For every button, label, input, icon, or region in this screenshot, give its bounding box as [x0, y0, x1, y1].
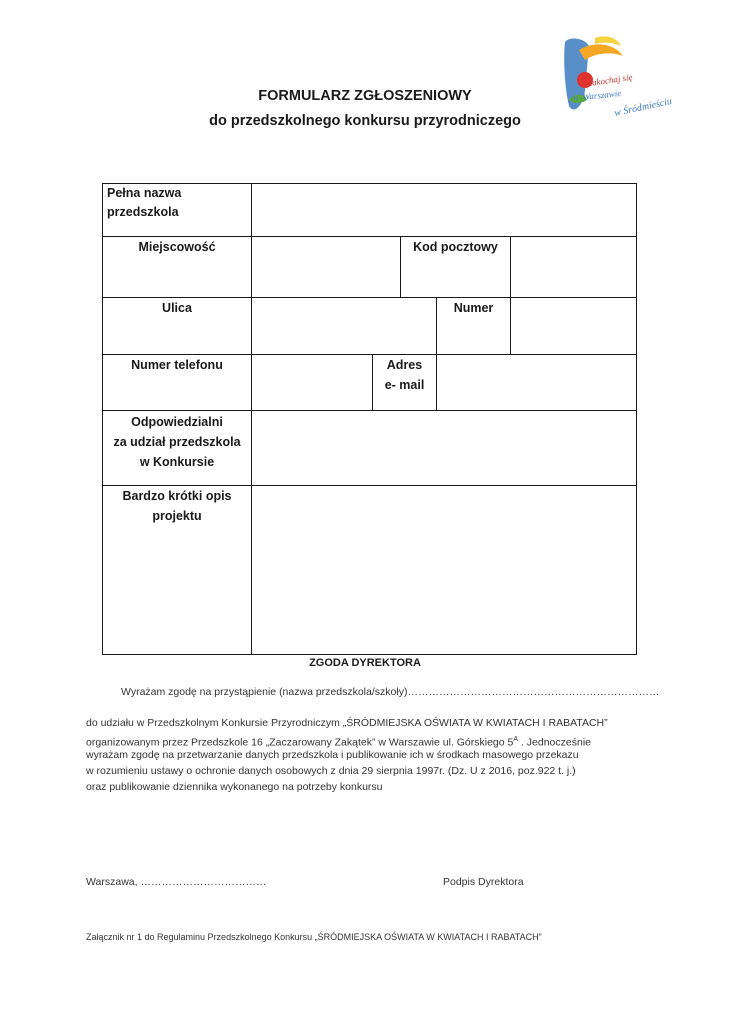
postal-code-label: Kod pocztowy — [413, 240, 498, 254]
email-label-line2: e- mail — [384, 378, 425, 392]
consent-line-2: do udziału w Przedszkolnym Konkursie Przyrodniczym „ŚRÓDMIEJSKA OŚWIATA W KWIATACH I RABATACH” — [86, 717, 608, 729]
email-label-line1: Adres — [386, 358, 423, 372]
place-date-field[interactable]: Warszawa, ……………………………… — [86, 876, 267, 888]
consent-line-4: wyrażam zgodę na przetwarzanie danych przedszkola i publikowanie ich w środkach masowego przekazu — [86, 749, 579, 761]
logo-text-3: Warszawie — [582, 87, 622, 102]
number-field[interactable] — [510, 297, 637, 355]
consent-line-3-end: . Jednocześnie — [518, 736, 591, 749]
phone-field[interactable] — [251, 354, 373, 411]
responsible-label-line3: w Konkursie — [139, 455, 215, 469]
consent-line-5: w rozumieniu ustawy o ochronie danych osobowych z dnia 29 sierpnia 1997r. (Dz. U z 2016, poz.922 t. j.) — [86, 765, 576, 777]
annex-note: Załącznik nr 1 do Regulaminu Przedszkolnego Konkursu „ŚRÓDMIEJSKA OŚWIATA W KWIATACH I RABATACH” — [86, 932, 542, 942]
logo-text-4: w Śródmieściu — [613, 95, 673, 119]
logo-text-1: zakochaj się — [587, 71, 634, 88]
responsible-label-line1: Odpowiedzialni — [131, 415, 223, 429]
director-signature-label: Podpis Dyrektora — [443, 876, 524, 888]
logo-text-2: w — [573, 93, 579, 102]
full-name-label: Pełna nazwa przedszkola — [107, 186, 182, 219]
consent-heading: ZGODA DYREKTORA — [309, 657, 421, 669]
project-label-line2: projektu — [152, 509, 202, 523]
project-label-line1: Bardzo krótki opis — [122, 489, 232, 503]
consent-line-1: Wyrażam zgodę na przystąpienie (nazwa przedszkola/szkoły)……………………………………………………………… — [121, 686, 660, 698]
number-label: Numer — [453, 301, 494, 315]
postal-code-field[interactable] — [510, 236, 637, 298]
form-subtitle: do przedszkolnego konkursu przyrodniczego — [209, 113, 521, 129]
consent-line-6: oraz publikowanie dziennika wykonanego na potrzeby konkursu — [86, 781, 383, 793]
form-title: FORMULARZ ZGŁOSZENIOWY — [258, 88, 472, 104]
full-name-field[interactable] — [251, 183, 637, 237]
street-label: Ulica — [162, 301, 192, 315]
responsible-field[interactable] — [251, 410, 637, 486]
responsible-label-line2: za udział przedszkola — [113, 435, 241, 449]
street-field[interactable] — [251, 297, 437, 355]
consent-line-3-text: organizowanym przez Przedszkole 16 „Zaczarowany Zakątek” w Warszawie ul. Górskiego 5 — [86, 736, 514, 749]
consent-line-3-superscript: A — [513, 736, 519, 743]
email-field[interactable] — [436, 354, 637, 411]
phone-label: Numer telefonu — [131, 358, 223, 372]
city-field[interactable] — [251, 236, 401, 298]
project-description-field[interactable] — [251, 485, 637, 655]
city-label: Miejscowość — [138, 240, 216, 254]
contest-logo — [555, 30, 690, 125]
